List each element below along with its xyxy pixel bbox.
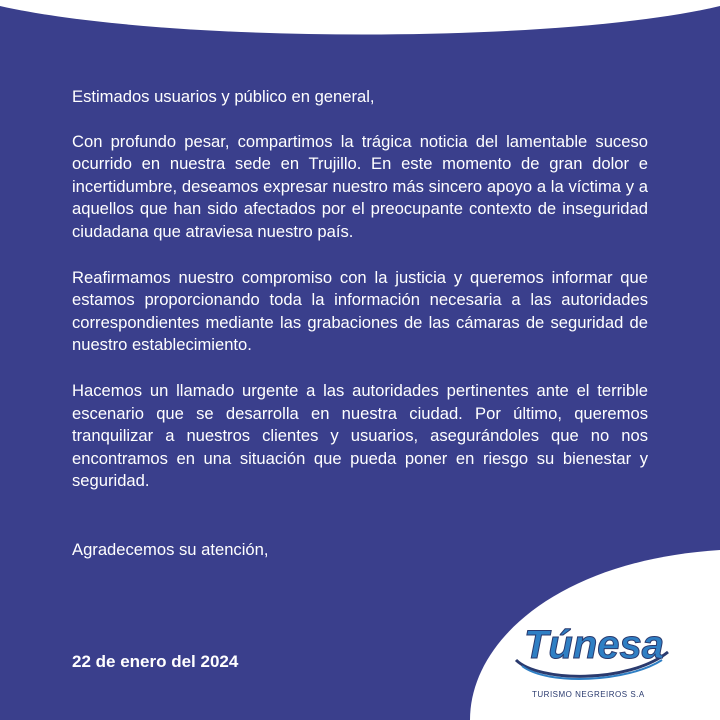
paragraph-2: Reafirmamos nuestro compromiso con la justicia y queremos informar que estamos proporcionando toda la información necesaria a las autoridades correspondientes mediante las grabaciones de las cámaras de seguridad de nuestro establecimiento. bbox=[72, 267, 648, 355]
closing: Agradecemos su atención, bbox=[72, 539, 269, 559]
letter-date: 22 de enero del 2024 bbox=[72, 652, 239, 671]
tunesa-logo bbox=[508, 612, 678, 708]
paragraph-3: Hacemos un llamado urgente a las autoridades pertinentes ante el terrible escenario que se desarrolla en nuestra ciudad. Por último, queremos tranquilizar a nuestros clientes y usuarios, asegurándoles que no nos encontramos en una situación que pueda poner en riesgo su bienestar y seguridad. bbox=[72, 380, 648, 491]
logo-wordmark: Túnesa bbox=[523, 623, 665, 667]
logo-tagline: TURISMO NEGREIROS S.A bbox=[532, 690, 645, 699]
statement-letter bbox=[72, 86, 648, 585]
greeting: Estimados usuarios y público en general, bbox=[72, 87, 375, 106]
top-white-curve bbox=[0, 0, 720, 60]
tunesa-logo-mark bbox=[508, 612, 678, 692]
paragraph-1: Con profundo pesar, compartimos la trágica noticia del lamentable suceso ocurrido en nuestra sede en Trujillo. En este momento de gran dolor e incertidumbre, deseamos expresar nuestro más sincero apoyo a la víctima y a aquellos que han sido afectados por el preocupante contexto de inseguridad ciudadana que atraviesa nuestro país. bbox=[72, 131, 648, 241]
